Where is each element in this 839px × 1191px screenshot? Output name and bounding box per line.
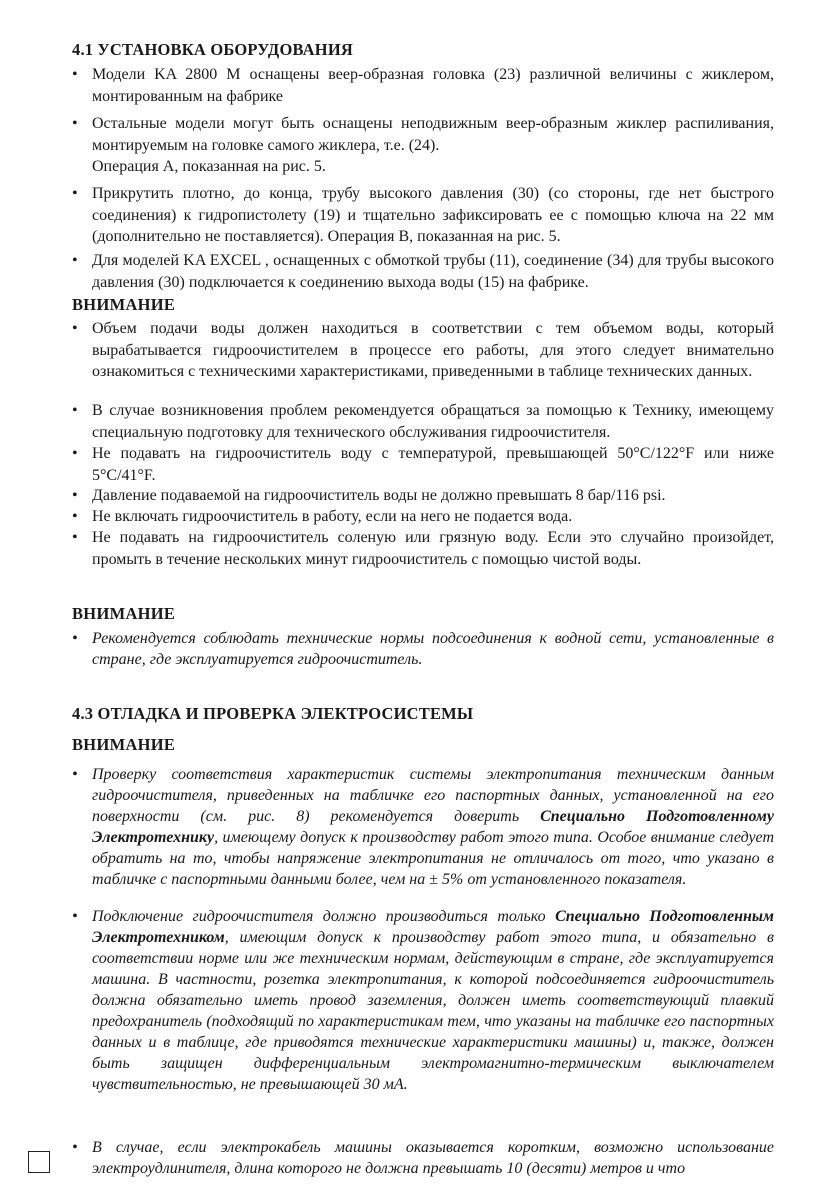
list-item-text: Не подавать на гидроочиститель воду с температурой, превышающей 50°C/122°F или ниже 5°C/41°F.	[92, 445, 774, 484]
list-item	[72, 443, 774, 486]
list-item-text: Не подавать на гидроочиститель соленую или грязную воду. Если это случайно произойдет, промыть в течение нескольких минут гидроочиститель с помощью чистой воды.	[92, 529, 774, 568]
bullet-icon: •	[72, 66, 78, 83]
bullet-icon: •	[72, 185, 78, 202]
warning-heading: ВНИМАНИЕ	[72, 604, 176, 623]
list-item	[72, 113, 774, 178]
list-item	[72, 183, 774, 248]
list-item	[72, 527, 774, 570]
bullet-icon: •	[72, 320, 78, 337]
list-item-text: Объем подачи воды должен находиться в соответствии с тем объемом воды, который вырабатывается гидроочистителем в процессе его работы, для этого следует внимательно ознакомиться с техническими характеристиками, приведенными в таблице технических данных.	[92, 320, 774, 380]
operation-a-text: Операция A, показанная на рис. 5.	[92, 158, 326, 175]
text-segment: Проверку соответствия характеристик системы электропитания техническим данным гидроочистителя, приведенных на табличке его паспортных данных, установленной на его поверхности (см. рис. 8) рекомендуется доверить	[92, 766, 774, 825]
bullet-icon: •	[72, 487, 78, 504]
list-item-text: Рекомендуется соблюдать технические нормы подсоединения к водной сети, установленные в стране, где эксплуатируется гидроочиститель.	[92, 630, 774, 668]
warning-heading: ВНИМАНИЕ	[72, 295, 176, 314]
emphasis-text: Специально Подготовленному Электротехнику	[92, 808, 774, 846]
bullet-icon: •	[72, 766, 78, 783]
list-item-text: В случае возникновения проблем рекомендуется обращаться за помощью к Технику, имеющему специальную подготовку для технического обслуживания гидроочистителя.	[92, 402, 774, 441]
bullet-icon: •	[72, 445, 78, 462]
bullet-icon: •	[72, 1139, 78, 1156]
list-item-text: В случае, если электрокабель машины оказывается коротким, возможно использование электроудлинителя, длина которого не должна превышать 10 (десяти) метров и что	[92, 1139, 774, 1177]
section-4-1-title: 4.1 УСТАНОВКА ОБОРУДОВАНИЯ	[72, 40, 353, 59]
text-segment: , имеющим допуск к производству работ этого типа, и обязательно в соответствии норме или же техническим нормам, действующим в стране, где эксплуатируется машина. В частности, розетка электропитания, к которой подсоединяется гидроочиститель должна обязательно иметь провод заземления, должен иметь соответствующий плавкий предохранитель (подходящий по характеристикам тем, что указаны на табличке его паспортных данных и в таблице, где приводятся технические характеристики машины) и, также, должен быть защищен дифференциальным электромагнитно-термическим выключателем чувствительностью, не превышающей 30 мA.	[92, 929, 774, 1093]
list-item-text: Не включать гидроочиститель в работу, если на него не подается вода.	[92, 508, 573, 525]
bullet-icon: •	[72, 252, 78, 269]
text-segment: Подключение гидроочистителя должно производиться только	[92, 908, 556, 925]
list-item	[72, 628, 774, 670]
bullet-icon: •	[72, 402, 78, 419]
list-item	[72, 250, 774, 293]
list-item	[72, 906, 774, 1095]
section-4-3-title: 4.3 ОТЛАДКА И ПРОВЕРКА ЭЛЕКТРОСИСТЕМЫ	[72, 704, 474, 723]
bullet-icon: •	[72, 630, 78, 647]
list-item	[72, 485, 774, 507]
bullet-icon: •	[72, 908, 78, 925]
bullet-icon: •	[72, 529, 78, 546]
list-item	[72, 764, 774, 890]
list-item-text	[92, 764, 774, 890]
bullet-icon: •	[72, 508, 78, 525]
list-item	[72, 400, 774, 443]
text-segment: , имеющему допуск к производству работ этого типа. Особое внимание следует обратить на то, чтобы напряжение электропитания не отличалось от того, что указано в табличке с паспортными данными более, чем на ± 5% от установленного показателя.	[92, 829, 774, 888]
bullet-icon: •	[72, 115, 78, 132]
list-item-text: Давление подаваемой на гидроочиститель воды не должно превышать 8 бар/116 psi.	[92, 487, 666, 504]
list-item	[72, 506, 774, 528]
list-item	[72, 318, 774, 383]
list-item-text	[92, 906, 774, 1095]
list-item	[72, 64, 774, 107]
list-item-text: Остальные модели могут быть оснащены неподвижным веер-образным жиклер распиливания, монтируемым на головке самого жиклера, т.е. (24).	[92, 115, 774, 154]
list-item-text: Модели KA 2800 M оснащены веер-образная головка (23) различной величины с жиклером, монтированным на фабрике	[92, 66, 774, 105]
list-item-text: Прикрутить плотно, до конца, трубу высокого давления (30) (со стороны, где нет быстрого соединения) к гидропистолету (19) и тщательно зафиксировать ее с помощью ключа на 22 мм (дополнительно не поставляется). Операция B, показанная на рис. 5.	[92, 185, 774, 245]
page-corner-box	[28, 1151, 50, 1173]
list-item	[72, 1137, 774, 1179]
warning-heading: ВНИМАНИЕ	[72, 735, 176, 754]
emphasis-text: Специально Подготовленным Электротехником	[92, 908, 774, 946]
list-item-text: Для моделей KA EXCEL , оснащенных с обмоткой трубы (11), соединение (34) для трубы высокого давления (30) подключается к соединению выхода воды (15) на фабрике.	[92, 252, 774, 291]
